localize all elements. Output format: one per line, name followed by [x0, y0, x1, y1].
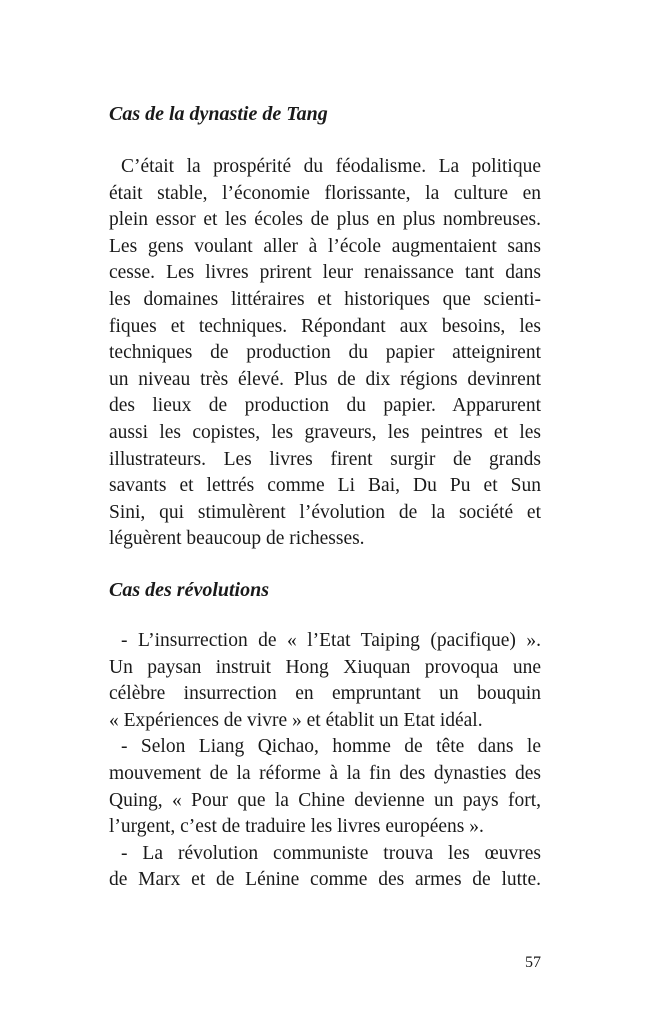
page-number: 57 [525, 954, 541, 971]
text-line: des lieux de production du papier. Apparurent [109, 395, 541, 417]
text-line: léguèrent beaucoup de richesses. [109, 528, 365, 550]
text-line: de Marx et de Lénine comme des armes de lutte. [109, 869, 541, 891]
text-line: mouvement de la réforme à la fin des dynasties des [109, 762, 541, 784]
text-line: les domaines littéraires et historiques que scienti- [109, 288, 541, 310]
text-line: illustrateurs. Les livres firent surgir de grands [109, 448, 541, 470]
text-line: Les gens voulant aller à l’école augmentaient sans [109, 235, 541, 257]
text-line: aussi les copistes, les graveurs, les peintres et les [109, 421, 541, 443]
paragraph-revolutions [109, 628, 541, 894]
text-line: Quing, « Pour que la Chine devienne un pays fort, [109, 789, 541, 811]
text-line: fiques et techniques. Répondant aux besoins, les [109, 315, 541, 337]
text-line: C’était la prospérité du féodalisme. La politique [121, 156, 541, 177]
text-line: cesse. Les livres prirent leur renaissance tant dans [109, 262, 541, 284]
text-line: l’urgent, c’est de traduire les livres européens ». [109, 816, 484, 838]
text-line: - La révolution communiste trouva les œuvres [121, 842, 541, 864]
text-line: célèbre insurrection en empruntant un bouquin [109, 683, 541, 705]
text-line: Un paysan instruit Hong Xiuquan provoqua une [109, 656, 541, 678]
text-line: techniques de production du papier atteignirent [109, 342, 541, 364]
text-line: - Selon Liang Qichao, homme de tête dans le [121, 736, 541, 758]
text-line: plein essor et les écoles de plus en plus nombreuses. [109, 209, 541, 231]
text-line: un niveau très élevé. Plus de dix régions devinrent [109, 368, 541, 390]
section-heading-revolutions: Cas des révolutions [109, 579, 270, 601]
text-line: Sini, qui stimulèrent l’évolution de la société et [109, 501, 541, 523]
text-line: - L’insurrection de « l’Etat Taiping (pacifique) ». [121, 630, 541, 651]
section-heading-tang: Cas de la dynastie de Tang [109, 103, 328, 125]
text-line: « Expériences de vivre » et établit un Etat idéal. [109, 709, 483, 731]
paragraph-tang [109, 154, 541, 553]
text-line: savants et lettrés comme Li Bai, Du Pu et Sun [109, 475, 541, 497]
text-line: était stable, l’économie florissante, la culture en [109, 182, 541, 204]
